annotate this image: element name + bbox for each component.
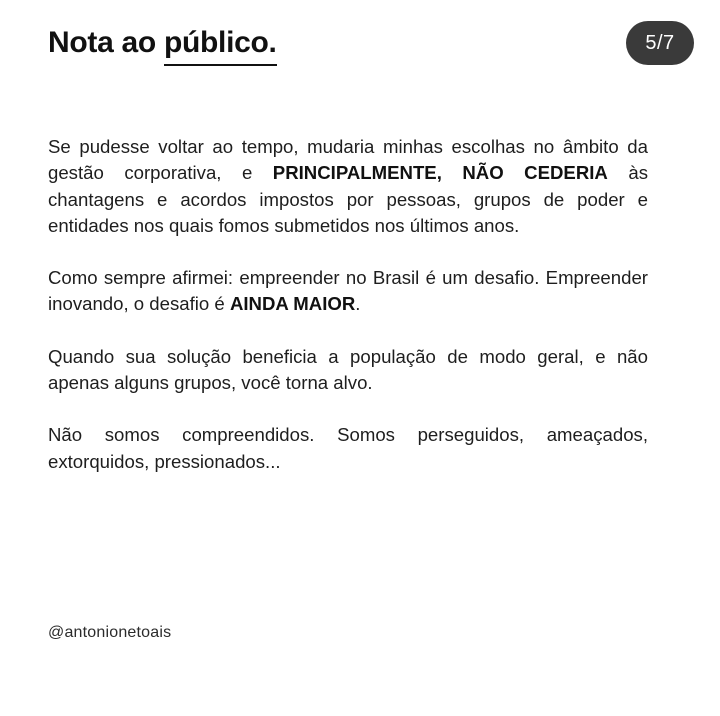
emphasis-segment: AINDA MAIOR [229, 293, 356, 315]
paragraph-4 [48, 422, 648, 475]
emphasis-segment: PRINCIPALMENTE, NÃO CEDERIA [272, 162, 608, 184]
title-underlined-word: público. [164, 26, 277, 66]
page-title [48, 26, 277, 66]
author-handle: @antonionetoais [48, 624, 172, 641]
text-segment: Não somos compreendidos. Somos perseguidos, ameaçados, extorquidos, pressionados... [48, 424, 648, 472]
text-segment: Quando sua solução beneficia a população de modo geral, e não apenas alguns grupos, você torna alvo. [48, 345, 648, 394]
text-segment: . [355, 293, 361, 315]
paragraph-1 [48, 134, 648, 239]
page-indicator-badge: 5/7 [626, 21, 694, 65]
paragraph-3 [48, 344, 648, 397]
paragraph-2 [48, 265, 648, 318]
title-prefix: Nota ao [48, 26, 164, 59]
text-segment: Como sempre afirmei: empreender no Brasil é um desafio. Empreender inovando, o desafio é [48, 267, 648, 315]
text-segment: às chantagens e acordos impostos por pessoas, grupos de poder e entidades nos quais fomos submetidos nos últimos anos. [48, 162, 648, 236]
text-segment: Se pudesse voltar ao tempo, mudaria minhas escolhas no âmbito da gestão corporativa, e [48, 136, 648, 184]
statement-body [48, 134, 648, 501]
